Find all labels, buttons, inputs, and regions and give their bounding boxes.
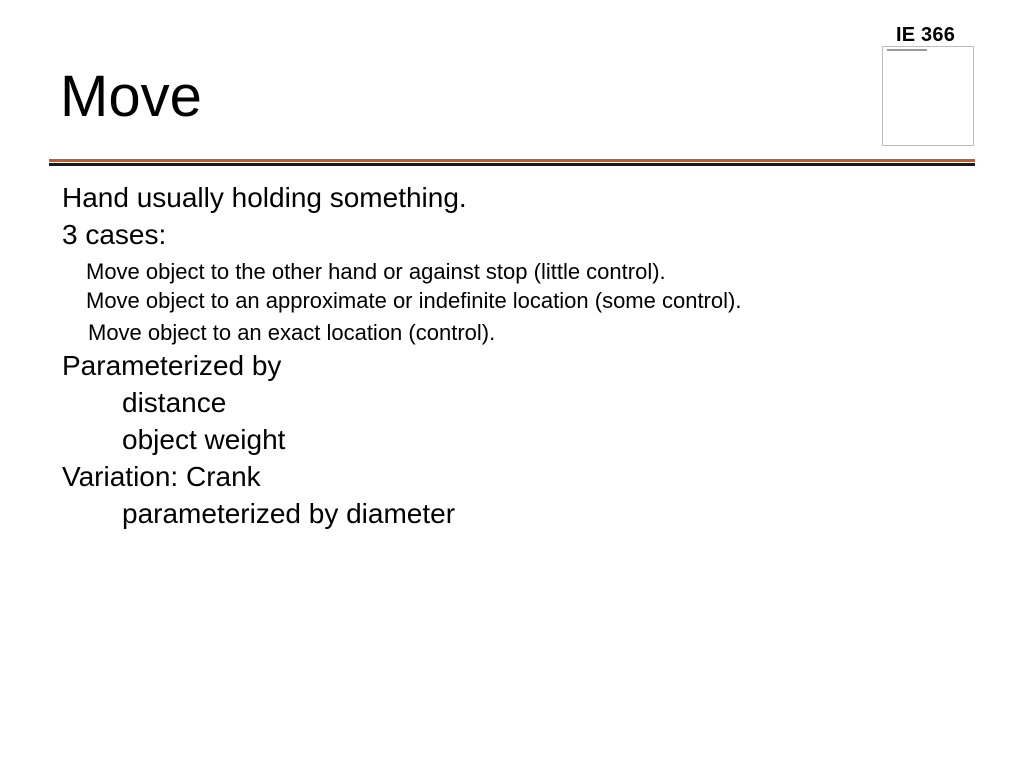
slide-title: Move	[60, 64, 202, 129]
case-line-1: Move object to the other hand or against stop (little control).	[86, 259, 666, 284]
body-line-variation: Variation: Crank	[62, 461, 261, 492]
body-line-parameterized: Parameterized by	[62, 350, 282, 381]
case-line-2: Move object to an approximate or indefinite location (some control).	[86, 288, 742, 313]
divider-accent	[49, 159, 975, 162]
course-label: IE 366	[896, 24, 956, 46]
body-line-hand-holding: Hand usually holding something.	[62, 182, 467, 213]
param-distance: distance	[122, 387, 227, 418]
param-diameter: parameterized by diameter	[122, 498, 456, 529]
case-line-3: Move object to an exact location (control).	[88, 320, 496, 345]
param-object-weight: object weight	[122, 424, 286, 455]
divider-dark	[49, 163, 975, 166]
thumbnail-text-mark	[887, 49, 927, 51]
body-line-3-cases: 3 cases:	[62, 219, 167, 250]
thumbnail-box	[882, 46, 974, 146]
